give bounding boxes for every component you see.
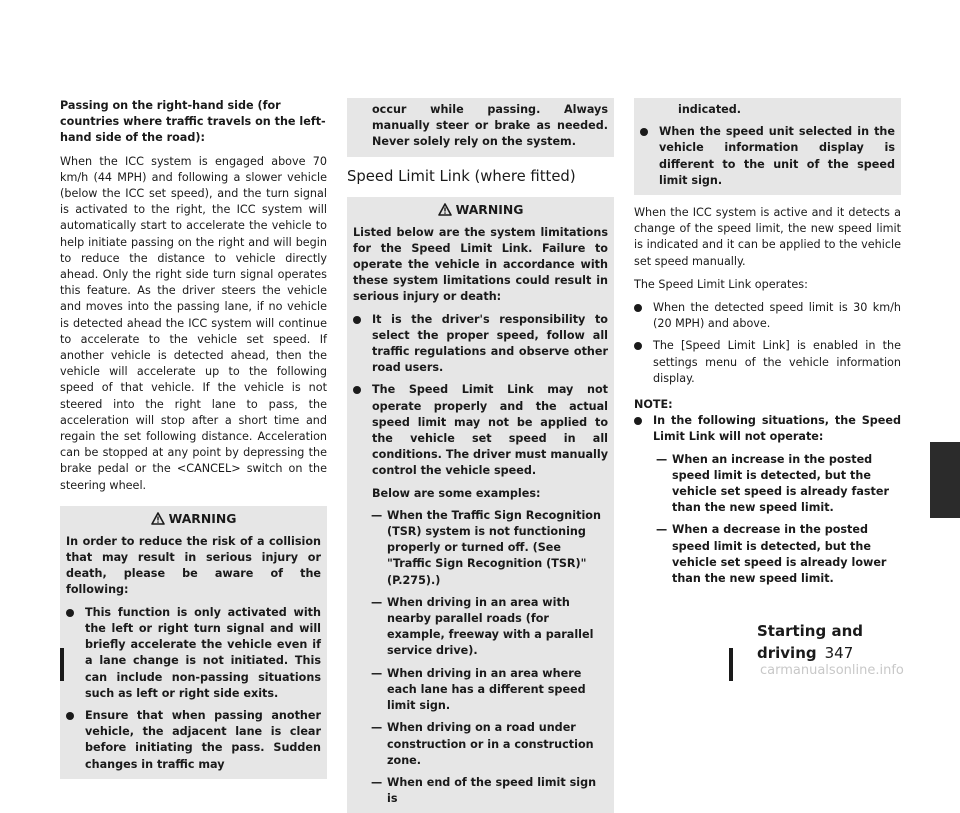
column-3 xyxy=(634,98,901,593)
bullet-dot xyxy=(634,304,642,312)
bullet-dot xyxy=(640,128,648,136)
crop-bar-right xyxy=(729,648,733,681)
bullet-dot xyxy=(66,712,74,720)
example-item: — When driving in an area where each lane has a different speed limit sign. xyxy=(371,666,586,713)
example-item: — When driving on a road under construction or in a construction zone. xyxy=(371,721,594,767)
watermark: carmanualsonline.info xyxy=(760,663,904,678)
warning-box-continued xyxy=(347,98,614,157)
bullet-dot xyxy=(634,342,642,350)
warning-continued-text: occur while passing. Always manually steer or brake as needed. Never solely rely on the system. xyxy=(372,103,608,149)
passing-heading: Passing on the right-hand side (for countries where traffic travels on the left-hand side of the road): xyxy=(60,99,326,145)
bullet-dot xyxy=(353,316,361,324)
warning-continued-text: indicated. xyxy=(678,103,742,116)
warning-title-text: WARNING xyxy=(168,510,237,526)
warning-bullet: This function is only activated with the left or right turn signal and will briefly accelerate the vehicle even if a lane change is not initiated. This can include non-passing situations such as left or right side exits. xyxy=(66,605,321,702)
bullet-dot xyxy=(353,386,361,394)
column-1 xyxy=(60,98,327,779)
footer-section: Starting and driving xyxy=(757,622,863,662)
passing-body: When the ICC system is engaged above 70 km/h (44 MPH) and following a slower vehicle (below the ICC set speed), and the turn signal is activated to the right, the ICC system will automatically start to accelerate the vehicle to help initiate passing on the right and will begin to reduce the distance to vehicle directly ahead. Only the right side turn signal operates this feature. As the driver steers the vehicle and moves into the passing lane, if no vehicle is detected ahead the ICC system will continue to accelerate to the vehicle set speed. If another vehicle is detected ahead, then the vehicle will accelerate up to the following speed of that vehicle. If the vehicle is not steered into the right lane to pass, the acceleration will stop after a short time and regain the set following distance. Acceleration can be stopped at any point by depressing the brake pedal or the <CANCEL> switch on the steering wheel. xyxy=(60,154,327,492)
warning-triangle-icon xyxy=(151,512,165,525)
examples-heading: Below are some examples: xyxy=(372,486,541,500)
bullet-dot xyxy=(634,417,642,425)
warning-bullet: When the speed unit selected in the vehicle information display is different to the unit of the speed limit sign. xyxy=(640,124,895,189)
warning-box-passing xyxy=(60,506,327,779)
warning-title xyxy=(353,201,608,219)
example-item: — When the Traffic Sign Recognition (TSR) system is not functioning properly or turned off. (See "Traffic Sign Recognition (TSR)" (P.275).) xyxy=(371,508,601,587)
warning-intro: In order to reduce the risk of a collision that may result in serious injury or death, please be aware of the following: xyxy=(66,534,321,597)
operates-bullet: When the detected speed limit is 30 km/h (20 MPH) and above. xyxy=(634,300,901,332)
operates-paragraph: The Speed Limit Link operates: xyxy=(634,277,808,291)
chapter-tab xyxy=(930,442,960,518)
warning-title xyxy=(66,510,321,528)
warning-bullet: It is the driver's responsibility to select the proper speed, follow all traffic regulations and observe other road users. xyxy=(353,312,608,377)
page-footer xyxy=(757,620,960,664)
crop-bar-left xyxy=(60,648,64,681)
example-item: — When driving in an area with nearby parallel roads (for example, freeway with a parallel service drive). xyxy=(371,595,594,658)
warning-box-continued xyxy=(634,98,901,195)
operates-bullet: The [Speed Limit Link] is enabled in the settings menu of the vehicle information display. xyxy=(634,338,901,387)
example-item: — When end of the speed limit sign is xyxy=(371,775,597,806)
warning-bullet: Ensure that when passing another vehicle, the adjacent lane is clear before initiating the pass. Sudden changes in traffic may xyxy=(66,708,321,773)
warning-bullet: The Speed Limit Link may not operate properly and the actual speed limit may not be applied to the vehicle set speed in all conditions. The driver must manually control the vehicle speed. xyxy=(353,382,608,479)
section-title: Speed Limit Link (where fitted) xyxy=(347,167,576,185)
warning-intro: Listed below are the system limitations for the Speed Limit Link. Failure to operate the vehicle in accordance with these system limitations could result in serious injury or death: xyxy=(353,225,608,304)
speed-limit-paragraph: When the ICC system is active and it detects a change of the speed limit, the new speed limit is indicated and it can be applied to the vehicle set speed manually. xyxy=(634,206,901,268)
bullet-dot xyxy=(66,609,74,617)
warning-triangle-icon xyxy=(438,203,452,216)
page-number: 347 xyxy=(824,644,854,662)
note-bullet: In the following situations, the Speed Limit Link will not operate: xyxy=(634,413,901,445)
note-dash-item: — When a decrease in the posted speed limit is detected, but the vehicle set speed is already lower than the new speed limit. xyxy=(656,523,887,586)
column-2 xyxy=(347,98,614,813)
warning-box-speed-limit xyxy=(347,197,614,813)
note-label: NOTE: xyxy=(634,398,673,412)
note-dash-item: — When an increase in the posted speed limit is detected, but the vehicle set speed is already faster than the new speed limit. xyxy=(656,452,890,515)
warning-title-text: WARNING xyxy=(455,201,524,217)
